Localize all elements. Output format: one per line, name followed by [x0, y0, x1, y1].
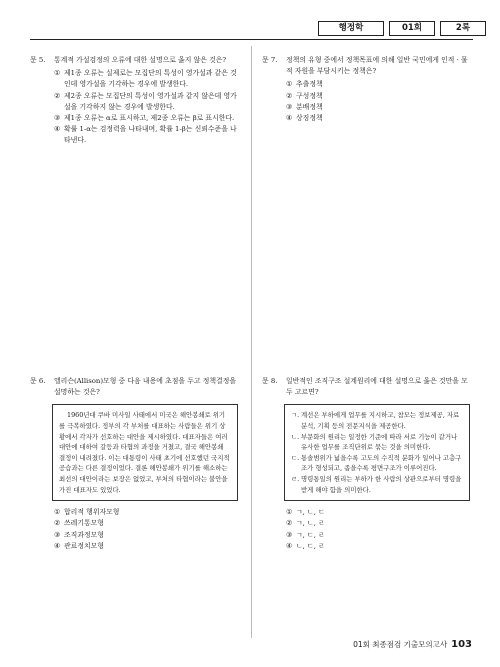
statements-box	[284, 404, 470, 501]
column-divider	[251, 46, 252, 638]
statement-c: ㄷ. 통솔범위가 넓을수록 고도의 수직적 분화가 일어나 고층구조가 형성되고, 좁을수록 평면구조가 이루어진다.	[291, 453, 462, 473]
option-2[interactable]: ② 쓰레기통모형	[54, 519, 104, 528]
option-4[interactable]: ④ 확률 1-α는 검정력을 나타내며, 확률 1-β는 신뢰수준을 나타낸다.	[54, 125, 237, 145]
page-number: 103	[451, 639, 472, 650]
option-3[interactable]: ③ 조직과정모형	[54, 530, 104, 539]
header-rule	[30, 39, 473, 40]
question-stem: 앨리슨(Allison)모형 중 다음 내용에 초점을 두고 정책결정을 설명하는 것은?	[54, 377, 237, 397]
option-4[interactable]: ④ ㄴ, ㄷ, ㄹ	[286, 541, 325, 550]
subject-box: 행정학	[318, 21, 384, 36]
question-8	[262, 376, 470, 552]
question-6	[30, 376, 238, 552]
option-1[interactable]: ① 제1종 오류는 실제로는 모집단의 특성이 영가설과 같은 것인데 영가설을 기각하는 경우에 발생한다.	[54, 69, 237, 89]
option-3[interactable]: ③ 제1종 오류는 α로 표시하고, 제2종 오류는 β로 표시한다.	[54, 114, 235, 123]
option-3[interactable]: ③ 분배정책	[286, 102, 323, 111]
question-number: 문 5.	[30, 56, 46, 64]
statement-a: ㄱ. 계선은 부하에게 업무를 지시하고, 참모는 정보제공, 자료분석, 기획 등의 전문지식을 제공한다.	[291, 411, 460, 430]
question-5	[30, 55, 238, 147]
question-stem: 통계적 가설검정의 오류에 대한 설명으로 옳지 않은 것은?	[54, 56, 227, 64]
option-4[interactable]: ④ 관료정치모형	[54, 541, 104, 550]
footer-label: 01회 최종점검 기출모의고사	[353, 640, 448, 649]
option-1[interactable]: ① ㄱ, ㄴ, ㄷ	[286, 508, 325, 517]
question-stem: 일반적인 조직구조 설계원리에 대한 설명으로 옳은 것만을 모두 고르면?	[286, 377, 468, 397]
page-footer	[353, 639, 472, 650]
option-2[interactable]: ② 제2종 오류는 모집단의 특성이 영가설과 같지 않은데 영가설을 기각하지 않는 경우에 발생한다.	[54, 91, 237, 111]
question-number: 문 6.	[30, 377, 46, 385]
option-4[interactable]: ④ 상징정책	[286, 114, 323, 123]
statement-b: ㄴ. 부문화의 원리는 일정한 기준에 따라 서로 기능이 같거나 유사한 업무를 조직단위로 묶는 것을 의미한다.	[291, 432, 458, 452]
passage-text: 1960년대 쿠바 미사일 사태에서 미국은 해안봉쇄로 위기를 극복하였다. 정부의 각 부처를 대표하는 사람들은 위기 상황에서 각자가 선호하는 대안을 제시하였다. 대표자들은 여러 대안에 대하여 갈등과 타협의 과정을 거쳤고, 결국 해안봉쇄 결정이 내려졌다. 이는 대통령이 사태 초기에 선호했던 국지적 공습과는 다른 결정이었다. 결론 해안봉쇄가 위기를 해소하는 최선의 대안이라는 보장은 없었고, 부처의 타협이라는 불안을 가진 대표자도 있었다.	[59, 411, 230, 494]
exam-header	[318, 21, 486, 36]
question-stem: 정책의 유형 중에서 정책목표에 의해 일반 국민에게 인적 · 물적 자원을 부담시키는 정책은?	[286, 56, 468, 76]
passage-box	[52, 404, 238, 501]
option-1[interactable]: ① 추출정책	[286, 80, 323, 89]
option-3[interactable]: ③ ㄱ, ㄷ, ㄹ	[286, 530, 325, 539]
option-2[interactable]: ② 구성정책	[286, 91, 323, 100]
question-number: 문 8.	[262, 377, 278, 385]
statement-d: ㄹ. 명령통일의 원리는 부하가 한 사람의 상관으로부터 명령을 받게 해야 함을 의미한다.	[291, 474, 462, 494]
option-1[interactable]: ① 합리적 행위자모형	[54, 508, 120, 517]
volume-box: 2록	[440, 21, 486, 36]
question-7	[262, 55, 470, 124]
round-box: 01회	[389, 21, 435, 36]
question-number: 문 7.	[262, 56, 278, 64]
option-2[interactable]: ② ㄱ, ㄴ, ㄹ	[286, 519, 325, 528]
